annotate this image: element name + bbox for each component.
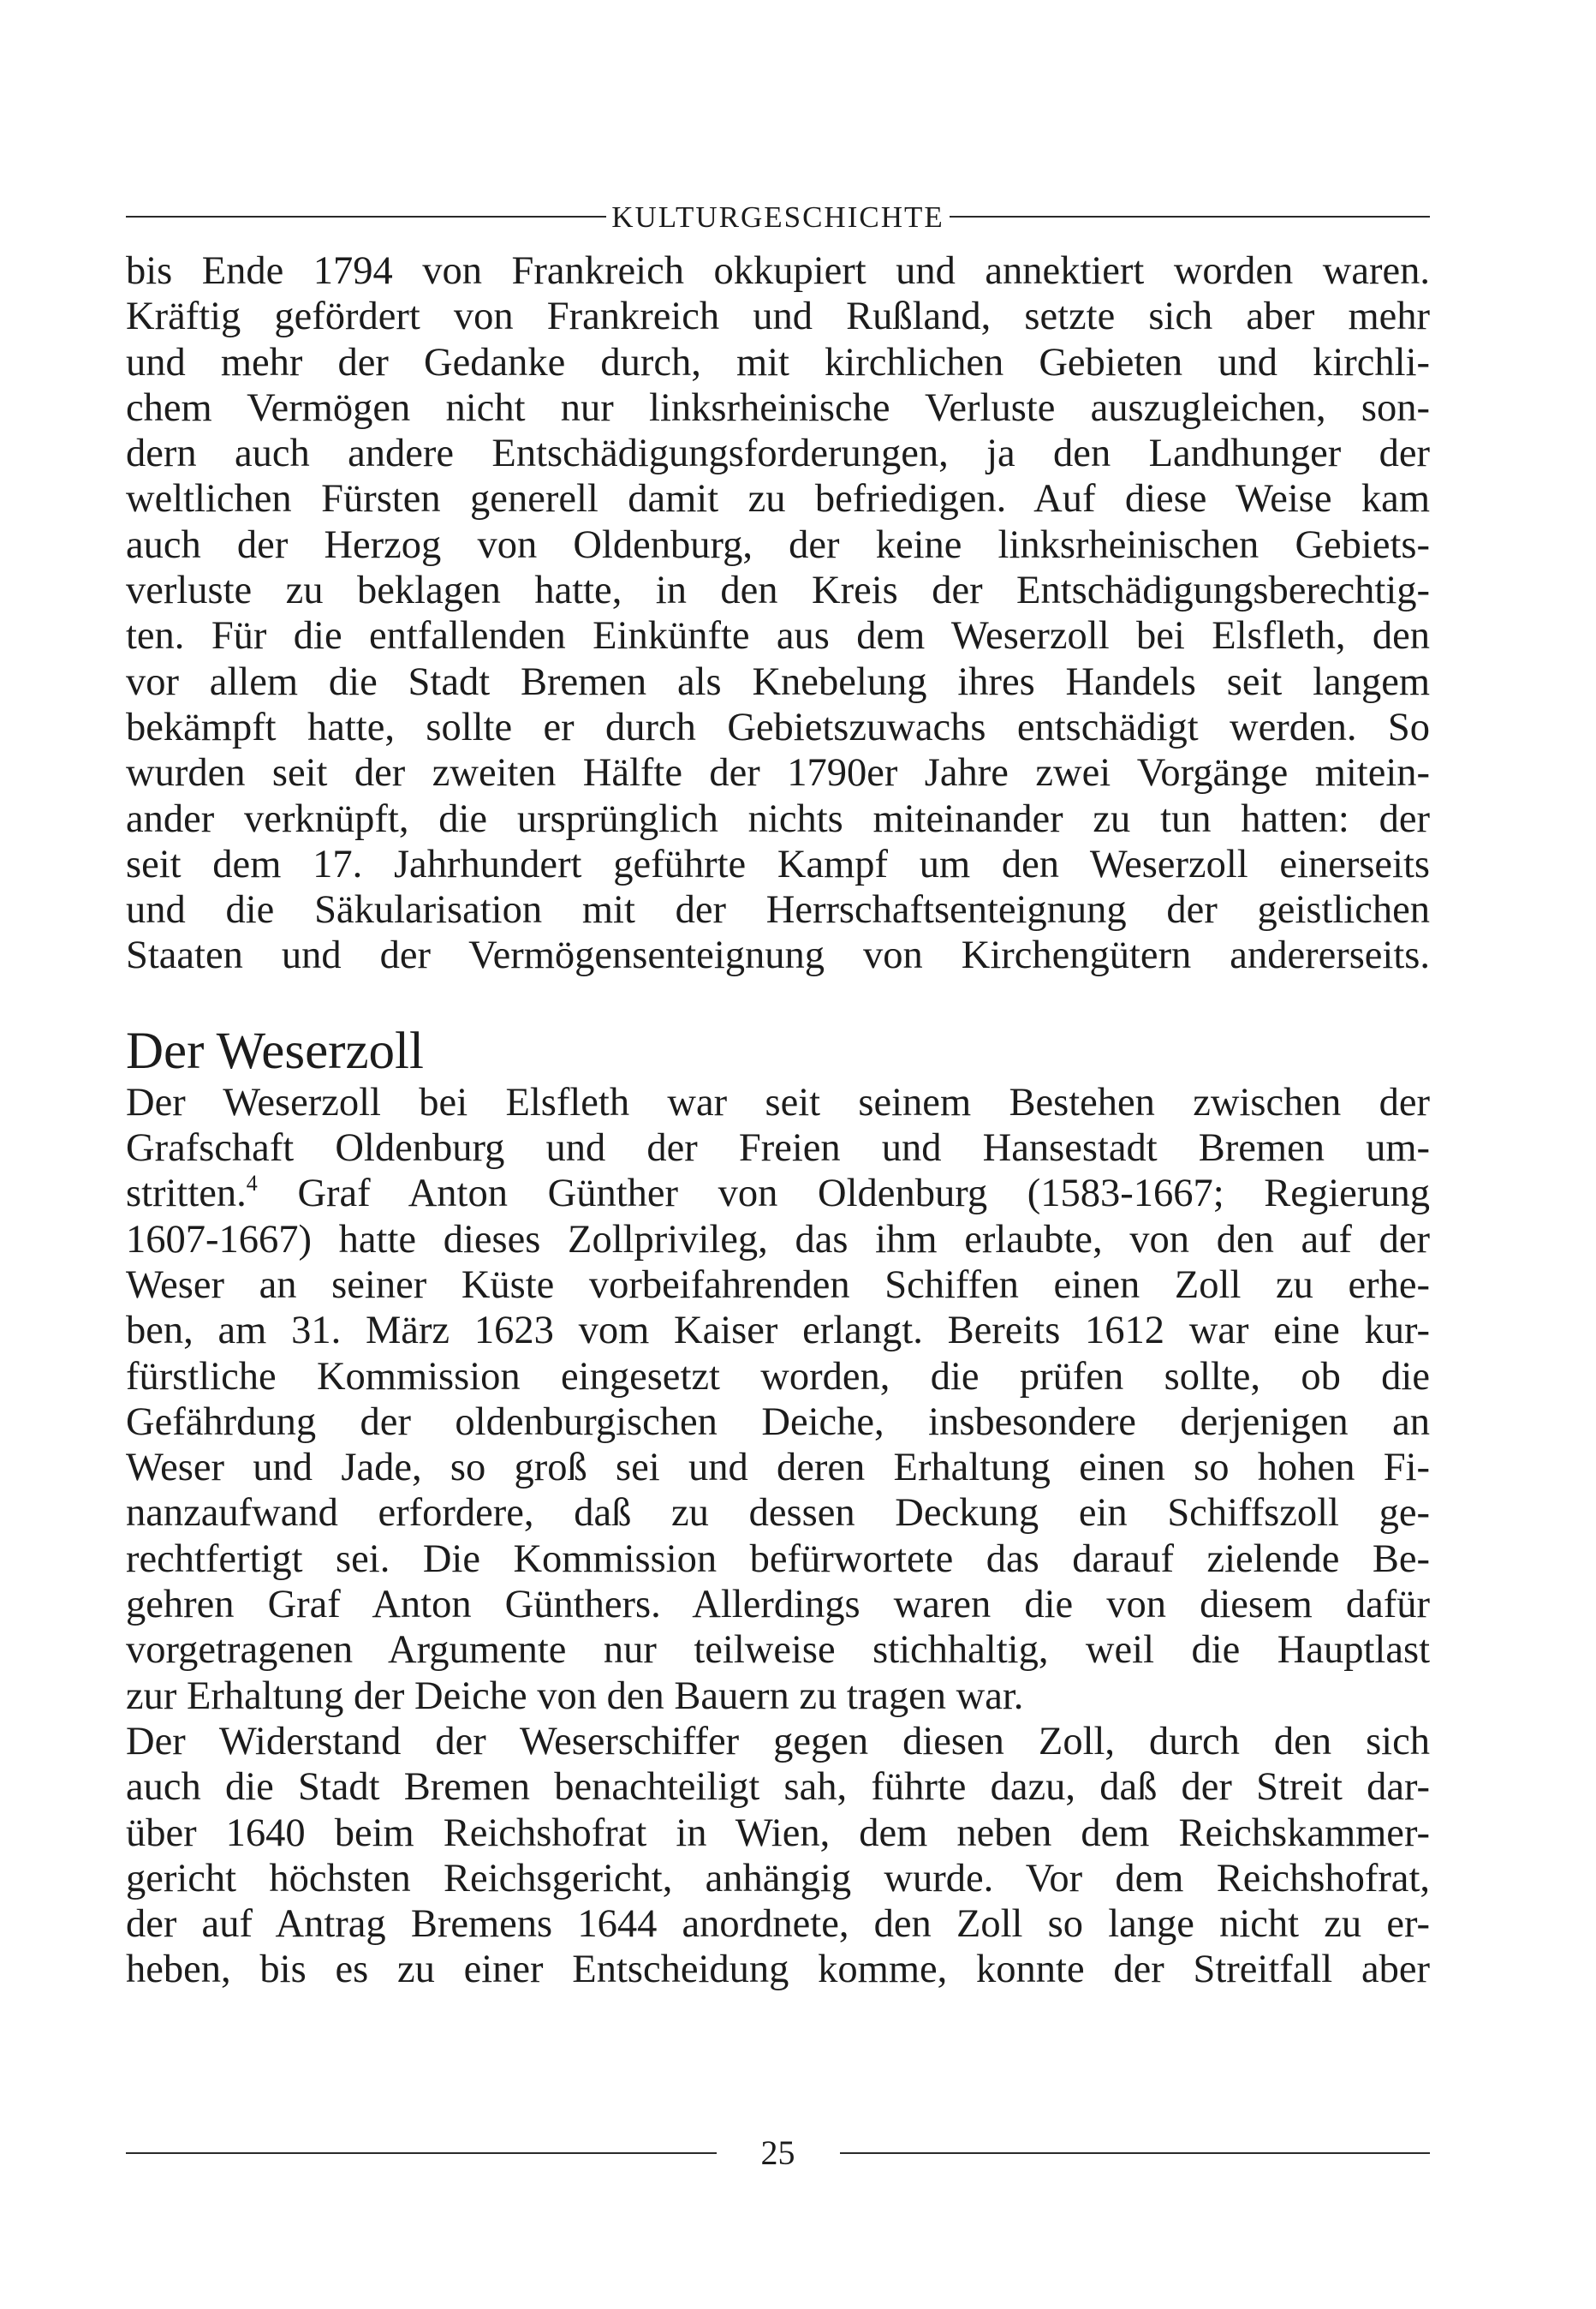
paragraph-2 [126,1080,1430,1719]
text-line: Der Widerstand der Weserschiffer gegen diesen Zoll, durch den sich [126,1719,1430,1763]
text-segment: stritten. [126,1172,247,1216]
text-line: wurden seit der zweiten Hälfte der 1790er Jahre zwei Vorgänge mitein- [126,751,1430,796]
text-line: ander verknüpft, die ursprünglich nichts miteinander zu tun hatten: der [126,797,1430,841]
text-line: Gefährdung der oldenburgischen Deiche, insbesondere derjenigen an [126,1399,1430,1444]
text-segment: Graf Anton Günther von Oldenburg (1583-1667; Regierung [257,1172,1430,1216]
text-line: seit dem 17. Jahrhundert geführte Kampf um den Weserzoll einerseits [126,842,1430,886]
text-line: rechtfertigt sei. Die Kommission befürwortete das darauf zielende Be- [126,1536,1430,1581]
text-line: und mehr der Gedanke durch, mit kirchlichen Gebieten und kirchli- [126,340,1430,385]
text-line: chem Vermögen nicht nur linksrheinische Verluste auszugleichen, son- [126,385,1430,430]
text-line: 1607-1667) hatte dieses Zollprivileg, das ihm erlaubte, von den auf der [126,1217,1430,1262]
page-footer [126,2129,1430,2177]
body-text [126,248,1430,1993]
text-line: weltlichen Fürsten generell damit zu befriedigen. Auf diese Weise kam [126,477,1430,522]
text-line: Weser und Jade, so groß sei und deren Erhaltung einen so hohen Fi- [126,1446,1430,1490]
text-line: auch der Herzog von Oldenburg, der keine linksrheinischen Gebiets- [126,522,1430,567]
text-line: Grafschaft Oldenburg und der Freien und Hansestadt Bremen um- [126,1126,1430,1171]
text-line: auch die Stadt Bremen benachteiligt sah, führte dazu, daß der Streit dar- [126,1765,1430,1810]
text-line: Staaten und der Vermögensenteignung von Kirchengütern andererseits. [126,934,1430,978]
footnote-marker: 4 [246,1171,258,1196]
text-line: ten. Für die entfallenden Einkünfte aus dem Weserzoll bei Elsfleth, den [126,614,1430,659]
section-heading: Der Weserzoll [126,1022,424,1080]
text-line: bis Ende 1794 von Frankreich okkupiert und annektiert worden waren. [126,249,1430,293]
text-line: bekämpft hatte, sollte er durch Gebietszuwachs entschädigt werden. So [126,705,1430,749]
header-rule-left [126,216,606,218]
text-line: vorgetragenen Argumente nur teilweise stichhaltig, weil die Hauptlast [126,1628,1430,1673]
text-line: vor allem die Stadt Bremen als Knebelung ihres Handels seit langem [126,659,1430,704]
paragraph-3 [126,1719,1430,1993]
text-line: über 1640 beim Reichshofrat in Wien, dem neben dem Reichskammer- [126,1811,1430,1855]
text-line: heben, bis es zu einer Entscheidung komme, konnte der Streitfall aber [126,1948,1430,1992]
text-line: Der Weserzoll bei Elsfleth war seit seinem Bestehen zwischen der [126,1080,1430,1125]
text-line: zur Erhaltung der Deiche von den Bauern zu tragen war. [126,1674,1024,1718]
footer-rule-right [840,2152,1431,2154]
text-line: nanzaufwand erfordere, daß zu dessen Deckung ein Schiffszoll ge- [126,1491,1430,1536]
text-line: verluste zu beklagen hatte, in den Kreis der Entschädigungsberechtig- [126,569,1430,613]
text-line: dern auch andere Entschädigungsforderungen, ja den Landhunger der [126,432,1430,476]
paragraph-1 [126,248,1430,979]
header-rule-right [950,216,1430,218]
footer-rule-left [126,2152,717,2154]
text-line: fürstliche Kommission eingesetzt worden, die prüfen sollte, ob die [126,1354,1430,1399]
text-line: der auf Antrag Bremens 1644 anordnete, den Zoll so lange nicht zu er- [126,1902,1430,1947]
text-line: und die Säkularisation mit der Herrschaftsenteignung der geistlichen [126,888,1430,933]
page-number: 25 [760,2133,795,2172]
text-line: gehren Graf Anton Günthers. Allerdings waren die von diesem dafür [126,1583,1430,1627]
text-line [126,1171,1430,1216]
running-head [126,195,1430,238]
running-head-title: KULTURGESCHICHTE [611,200,944,234]
text-line: ben, am 31. März 1623 vom Kaiser erlangt. Bereits 1612 war eine kur- [126,1309,1430,1353]
text-line: gericht höchsten Reichsgericht, anhängig wurde. Vor dem Reichshofrat, [126,1856,1430,1900]
text-line: Kräftig gefördert von Frankreich und Rußland, setzte sich aber mehr [126,295,1430,339]
text-line: Weser an seiner Küste vorbeifahrenden Schiffen einen Zoll zu erhe- [126,1262,1430,1307]
